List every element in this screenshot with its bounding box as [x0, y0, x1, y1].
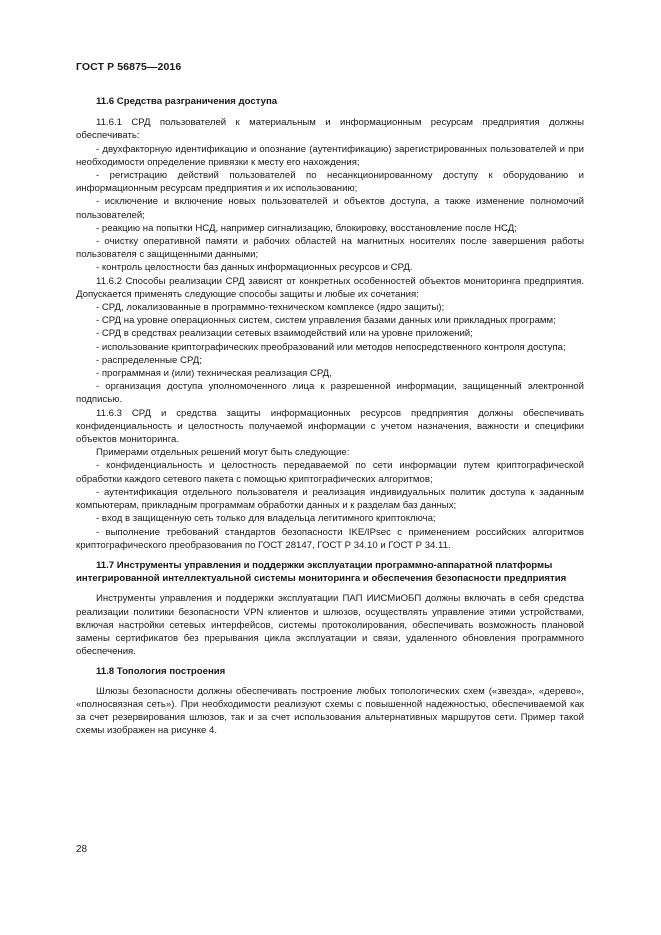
list-item: - очистку оперативной памяти и рабочих областей на магнитных носителях после завершения работы пользователя с защищенными данными;	[76, 236, 584, 261]
list-item: - контроль целостности баз данных информационных ресурсов и СРД.	[96, 262, 413, 274]
list-item: - СРД, локализованные в программно-техническом комплексе (ядро защиты);	[96, 302, 445, 314]
list-item: - СРД на уровне операционных систем, систем управления базами данных или прикладных программ;	[96, 315, 556, 327]
list-item: - распределенные СРД;	[96, 354, 202, 366]
list-item: - вход в защищенную сеть только для владельца легитимного криптоключа;	[96, 513, 436, 525]
list-item: - реакцию на попытки НСД, например сигнализацию, блокировку, восстановление после НСД;	[96, 222, 517, 234]
document-body	[76, 95, 584, 737]
paragraph: Шлюзы безопасности должны обеспечивать построение любых топологических схем («звезда», «дерево», «полносвязная сеть»). При необходимости реализуют схемы с повышенной надежностью, обеспечиваемой как за счет резервирования шлюзов, так и за счет использования альтернативных маршрутов сети. Пример такой схемы изображен на рисунке 4.	[76, 685, 584, 737]
section-heading-11-8: 11.8 Топология построения	[96, 666, 226, 678]
list-item: - выполнение требований стандартов безопасности IKE/IPsec с применением российских алгоритмов криптографического преобразования по ГОСТ 28147, ГОСТ Р 34.10 и ГОСТ Р 34.11.	[76, 526, 584, 551]
section-heading-11-6: 11.6 Средства разграничения доступа	[96, 96, 278, 107]
section-heading-11-7: 11.7 Инструменты управления и поддержки эксплуатации программно-аппаратной платформы интегрированной интеллектуальной системы мониторинга и обеспечения безопасности предприятия	[76, 559, 567, 585]
list-item: - аутентификация отдельного пользователя и реализация индивидуальных политик доступа к заданным компьютерам, прикладным программам обработки данных и к разделам баз данных;	[76, 486, 584, 512]
paragraph: Примерами отдельных решений могут быть следующие:	[96, 447, 350, 459]
list-item: - конфиденциальность и целостность передаваемой по сети информации путем криптографической обработки каждого сетевого пакета с помощью криптографических алгоритмов;	[76, 460, 584, 485]
paragraph: Инструменты управления и поддержки эксплуатации ПАП ИИСМиОБП должны включать в себя средства реализации политики безопасности VPN клиентов и шлюзов, осуществлять управление этими устройствами, включая настройки сетевых интерфейсов, системы протоколирования, обеспечивать возможность плановой замены сертификатов без прерывания цикла эксплуатации и связи, удаленного обновления программного обеспечения.	[76, 593, 584, 658]
list-item: - СРД в средствах реализации сетевых взаимодействий или на уровне приложений;	[96, 328, 473, 340]
paragraph: 11.6.3 СРД и средства защиты информационных ресурсов предприятия должны обеспечивать конфиденциальность и целостность получаемой информации с учетом назначения, важности и специфики объектов мониторинга.	[76, 407, 584, 446]
list-item: - использование криптографических преобразований или методов непосредственного контроля доступа;	[96, 341, 566, 353]
document-header: ГОСТ Р 56875—2016	[76, 61, 182, 73]
paragraph: 11.6.2 Способы реализации СРД зависят от конкретных особенностей объектов мониторинга предприятия. Допускается применять следующие способы защиты и любые их сочетания:	[76, 275, 584, 300]
page-number: 28	[76, 844, 88, 855]
paragraph: 11.6.1 СРД пользователей к материальным и информационным ресурсам предприятия должны обеспечивать:	[76, 117, 584, 142]
list-item: - программная и (или) техническая реализация СРД,	[96, 368, 332, 380]
list-item: - организация доступа уполномоченного лица к разрешенной информации, защищенный электронной подписью.	[76, 381, 584, 406]
list-item: - регистрацию действий пользователей по несанкционированному доступу к оборудованию и информационным ресурсам предприятия и их использованию;	[76, 170, 584, 195]
list-item: - исключение и включение новых пользователей и объектов доступа, а также изменение полномочий пользователей;	[76, 196, 584, 221]
list-item: - двухфакторную идентификацию и опознание (аутентификацию) зарегистрированных пользователей и при необходимости определение привязки к месту его нахождения;	[76, 143, 584, 168]
